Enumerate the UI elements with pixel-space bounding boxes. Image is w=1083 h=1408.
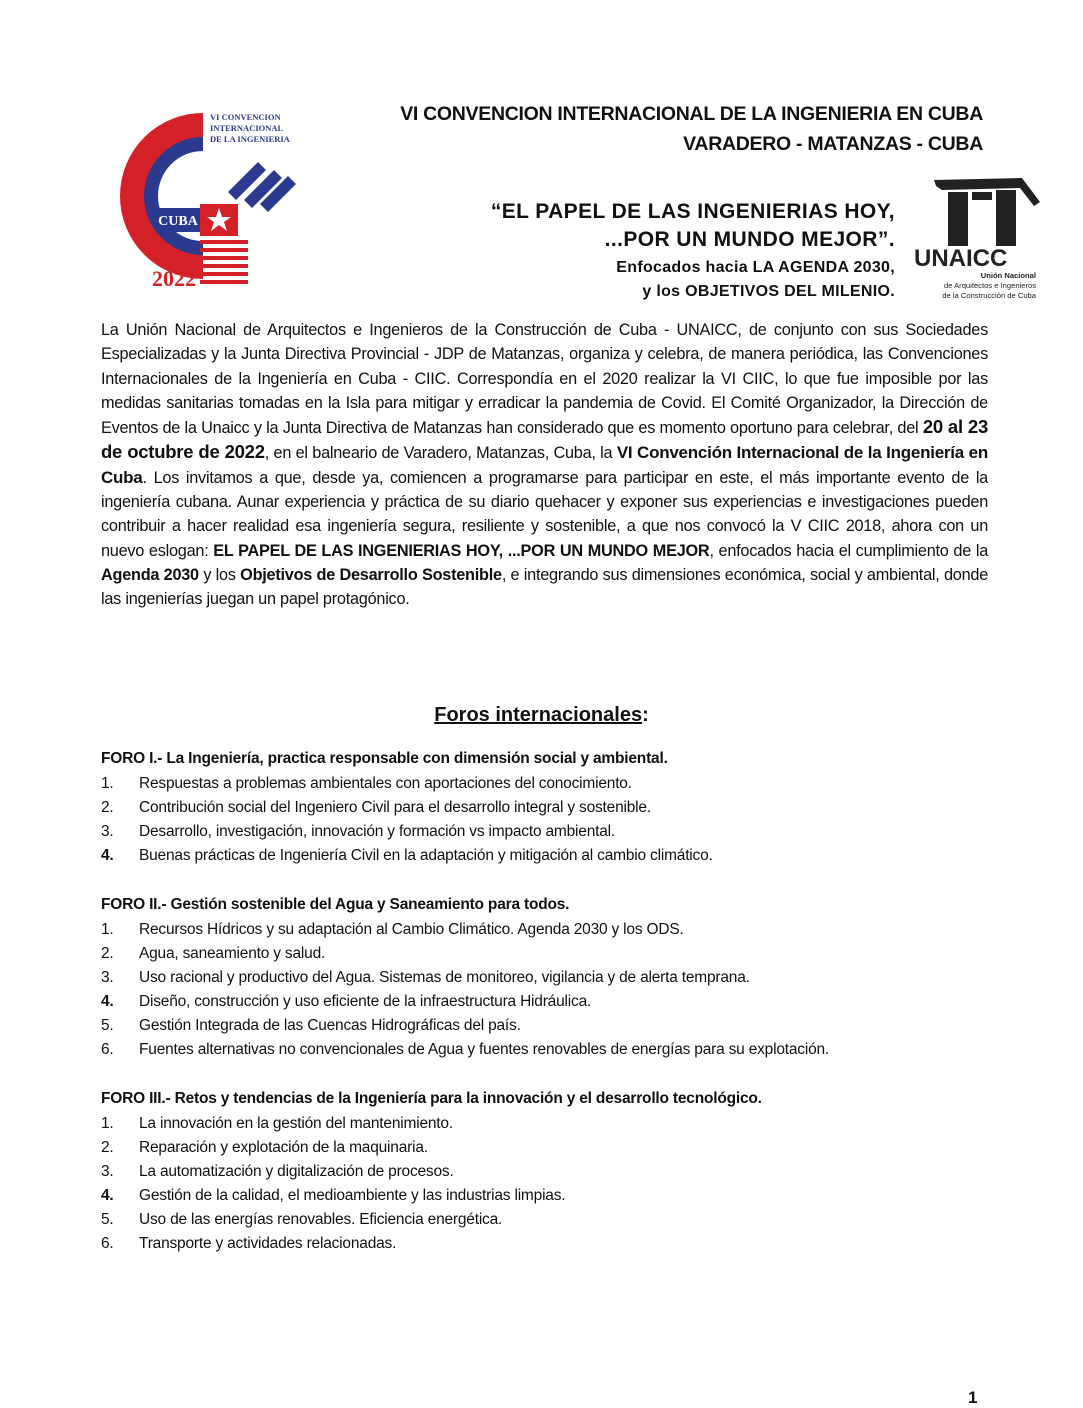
header-line-1: VI CONVENCION INTERNACIONAL DE LA INGENIERIA EN CUBA [400,103,983,125]
list-item: 6. Transporte y actividades relacionadas. [101,1235,397,1252]
list-item: 3. Uso racional y productivo del Agua. Sistemas de monitoreo, vigilancia y de alerta temprana. [101,969,750,986]
list-item: 1. La innovación en la gestión del mantenimiento. [101,1115,453,1132]
list-item: 4. Diseño, construcción y uso eficiente de la infraestructura Hidráulica. [101,993,592,1010]
foro-3 [101,1090,762,1256]
foro-2-title: FORO II.- Gestión sostenible del Agua y Saneamiento para todos. [101,896,570,913]
foro-1-title: FORO I.- La Ingeniería, practica responsable con dimensión social y ambiental. [101,750,668,767]
slogan-line-1: “EL PAPEL DE LAS INGENIERIAS HOY, [490,200,895,223]
list-item: 3. La automatización y digitalización de procesos. [101,1163,454,1180]
logo-line-1: VI CONVENCION [210,112,281,122]
list-item: 2. Reparación y explotación de la maquinaria. [101,1139,428,1156]
list-item: 5. Uso de las energías renovables. Eficiencia energética. [101,1211,503,1228]
foro-1 [101,750,713,868]
intro-paragraph: La Unión Nacional de Arquitectos e Ingenieros de la Construcción de Cuba - UNAICC, de conjunto con sus Sociedades Especializadas y la Junta Directiva Provincial - JDP de Matanzas, organiza y celebra, de manera periódica, las Convenciones Internacionales de la Ingeniería en Cuba - CIIC. Correspondía en el 2020 realizar la VI CIIC, lo que fue imposible por las medidas sanitarias tomadas en la Isla para mitigar y erradicar la pandemia de Covid. El Comité Organizador, la Dirección de Eventos de la Unaicc y la Junta Directiva de Matanzas han considerado que es momento oportuno para celebrar, del 20 al 23 de octubre de 2022, en el balneario de Varadero, Matanzas, Cuba, la VI Convención Internacional de la Ingeniería en Cuba. Los invitamos a que, desde ya, comiencen a programarse para participar en este, el más importante evento de la ingeniería cubana. Aunar experiencia y práctica de su diario quehacer y exponer sus experiencias e investigaciones pueden contribuir a hacer realidad esa ingeniería segura, resiliente y sostenible, a que nos convocó la V CIIC 2018, ahora con un nuevo eslogan: EL PAPEL DE LAS INGENIERIAS HOY, ...POR UN MUNDO MEJOR, enfocados hacia el cumplimiento de la Agenda 2030 y los Objetivos de Desarrollo Sostenible, e integrando sus dimensiones económica, social y ambiental, donde las ingenierías juegan un papel protagónico. [101,321,989,609]
slogan-line-2: ...POR UN MUNDO MEJOR”. [604,228,895,251]
slogan-line-3: Enfocados hacia LA AGENDA 2030, [616,259,895,276]
list-item: 3. Desarrollo, investigación, innovación y formación vs impacto ambiental. [101,823,616,840]
list-item: 5. Gestión Integrada de las Cuencas Hidrográficas del país. [101,1017,521,1034]
list-item: 1. Recursos Hídricos y su adaptación al Cambio Climático. Agenda 2030 y los ODS. [101,921,684,938]
event-name: VI Convención Internacional de la Ingeniería en Cuba [101,443,988,487]
event-dates: 20 al 23 de octubre de 2022 [101,416,988,463]
logo-country-text: CUBA [158,214,198,229]
unaicc-name: UNAICC [914,245,1008,272]
logo-line-3: DE LA INGENIERIA [210,134,290,144]
forums-heading: Foros internacionales: [434,704,649,726]
slogan-line-4: y los OBJETIVOS DEL MILENIO. [642,283,895,300]
slogan-inline: EL PAPEL DE LAS INGENIERIAS HOY, ...POR UN MUNDO MEJOR [213,541,710,560]
unaicc-line-3: de la Construcción de Cuba [942,291,1036,300]
agenda-inline: Agenda 2030 [101,565,199,584]
list-item: 4. Buenas prácticas de Ingeniería Civil en la adaptación y mitigación al cambio climático. [101,847,713,864]
foro-3-title: FORO III.- Retos y tendencias de la Ingeniería para la innovación y el desarrollo tecnológico. [101,1090,762,1107]
list-item: 2. Contribución social del Ingeniero Civil para el desarrollo integral y sostenible. [101,799,651,816]
logo-year-text: 2022 [152,266,196,291]
ods-inline: Objetivos de Desarrollo Sostenible [240,565,502,584]
unaicc-line-1: Unión Nacional [980,271,1036,280]
unaicc-logo [912,176,1044,306]
logo-line-2: INTERNACIONAL [210,123,284,133]
list-item: 6. Fuentes alternativas no convencionales de Agua y fuentes renovables de energías para su explotación. [101,1041,830,1058]
unaicc-line-2: de Arquitectos e Ingenieros [943,281,1036,290]
page-number: 1 [968,1388,978,1407]
convention-logo [108,104,308,296]
list-item: 1. Respuestas a problemas ambientales con aportaciones del conocimiento. [101,775,632,792]
list-item: 2. Agua, saneamiento y salud. [101,945,326,962]
foro-2 [101,896,829,1062]
header-line-2: VARADERO - MATANZAS - CUBA [683,133,983,155]
list-item: 4. Gestión de la calidad, el medioambiente y las industrias limpias. [101,1187,566,1204]
